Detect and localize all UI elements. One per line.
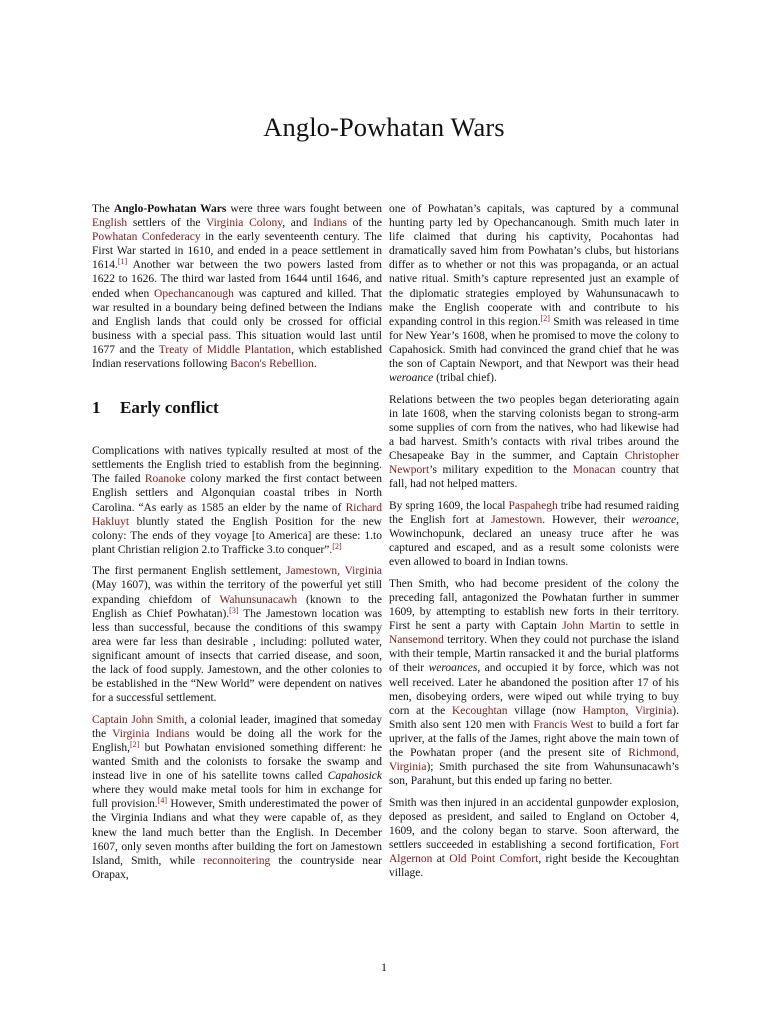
ref-4[interactable]: [4]	[157, 796, 168, 806]
page-title: Anglo-Powhatan Wars	[263, 112, 505, 142]
text: ’s military expedition to the	[429, 464, 573, 477]
link-fort-algernon[interactable]: Fort Algernon	[389, 839, 679, 866]
link-virginia-indians[interactable]: Virginia Indians	[112, 727, 190, 740]
link-roanoke[interactable]: Roanoke	[144, 473, 186, 486]
link-jamestown-virginia[interactable]: Jamestown, Virginia	[286, 565, 382, 578]
italic-weroance: weroance	[631, 513, 677, 526]
ref-2[interactable]: [2]	[332, 541, 342, 551]
text: Complications with natives typically resulted at most of the settlements the English tried to establish from the beginning. The failed	[92, 445, 382, 486]
link-reconnoitering[interactable]: reconnoitering	[203, 854, 271, 867]
link-virginia-colony[interactable]: Virginia Colony	[205, 217, 283, 230]
paragraph-jamestown	[92, 564, 382, 705]
text: , Wowinchopunk, declared an uneasy truce after he was captured and escaped, and as a result some colonists were even allowed to board in Indian towns.	[389, 513, 679, 569]
paragraph-spring-1609	[389, 499, 679, 569]
link-bacons-rebellion[interactable]: Bacon's Rebellion	[230, 358, 314, 371]
link-richard-hakluyt[interactable]: Richard Hakluyt	[92, 501, 382, 528]
link-monacan[interactable]: Monacan	[572, 464, 616, 477]
text: but Powhatan envisioned something different: he wanted Smith and the colonists to forsake the swamp and instead live in one of his satellite towns called	[92, 742, 382, 783]
link-nansemond[interactable]: Nansemond	[389, 634, 444, 647]
intro-paragraph	[92, 202, 382, 371]
text: one of Powhatan’s capitals, was captured by a communal hunting party led by Opechancanough. Smith much later in life claimed that during his captivity, Pocahontas had dramatically saved him from Powhatan’s clubs, but historians differ as to whether or not this was propaganda, or an actual native ritual. Smith’s capture represented just an example of the diplomatic strategies employed by Wahunsunacawh to make the English cooperate with and contribute to his expanding control in this region.	[389, 203, 679, 328]
text: , and	[282, 217, 314, 230]
section-heading	[92, 398, 382, 418]
italic-weroances: weroances	[428, 662, 478, 675]
text: where they would make metal tools for him in exchange for full provision.	[92, 784, 382, 811]
link-wahunsunacawh[interactable]: Wahunsunacawh	[219, 593, 298, 606]
text: to settle in	[620, 620, 679, 633]
page-number: 1	[381, 960, 387, 974]
link-john-martin[interactable]: John Martin	[562, 620, 621, 633]
link-old-point-comfort[interactable]: Old Point Comfort	[449, 853, 539, 866]
article-subject: Anglo-Powhatan Wars	[113, 203, 227, 215]
text: , right beside the Kecoughtan village.	[389, 853, 679, 880]
text: ). Smith also sent 120 men with	[389, 704, 679, 731]
text: Smith was then injured in an accidental gunpowder explosion, deposed as president, and sailed to England on October 4, 1609, and the colony began to starve. Soon afterward, the settlers succeeded in establishing a second fortification,	[389, 796, 679, 852]
text: Smith was released in time for New Year’s 1608, when he promised to move the colony to Capahosick. Smith had convinced the grand chief that he was the son of Captain Newport, and that Newport was their head	[389, 315, 679, 371]
link-francis-west[interactable]: Francis West	[533, 718, 594, 731]
text: bluntly stated the English Position for the new colony: The ends of they voyage [to America] are these: 1.to plant Christian religion 2.to Trafficke 3.to conquer”.	[92, 515, 382, 556]
text: country that fall, had not helped matters.	[389, 464, 680, 491]
link-treaty-of-middle-plantation[interactable]: Treaty of Middle Plantation	[158, 343, 292, 356]
paragraph-smith-injured	[389, 796, 679, 881]
text: .	[313, 358, 317, 371]
link-christopher-newport[interactable]: Christopher Newport	[389, 450, 679, 477]
link-hampton-virginia[interactable]: Hampton, Virginia	[582, 704, 673, 717]
text: to build a fort far upriver, at the falls of the James, right above the main town of the Powhatan proper (and the present site of	[389, 718, 680, 759]
paragraph-smith-president	[389, 577, 679, 788]
paragraph-complications	[92, 444, 382, 557]
text: settlers of the	[127, 217, 206, 230]
text: . However, their	[542, 513, 632, 526]
text: Relations between the two peoples began deteriorating again in late 1608, when the starving colonists began to strong-arm some supplies of corn from the natives, who had likewise had a bad harvest. Smith’s contacts with rival tribes around the Chesapeake Bay in the summer, and Captain	[389, 393, 679, 463]
text: in the early seventeenth century. The First War started in 1610, and ended in a peace settlement in 1614.	[92, 231, 383, 272]
text: The Jamestown location was less than successful, because the conditions of this swampy area were far less than desirable , including: polluted water, significant amount of insects that carried disease, and soon, the lack of food supply. Jamestown, and the other colonies to be established in the “New World” were dependent on natives for a successful settlement.	[92, 607, 382, 705]
text: village (now	[507, 704, 583, 717]
text: (tribal chief).	[433, 372, 497, 385]
link-jamestown[interactable]: Jamestown	[491, 513, 543, 526]
text: (May 1607), was within the territory of the powerful yet still expanding chiefdom of	[92, 579, 382, 606]
text: would be doing all the work for the English,	[92, 727, 383, 754]
link-kecoughtan[interactable]: Kecoughtan	[451, 704, 508, 717]
text: tribe had resumed raiding the English fort at	[389, 499, 679, 526]
paragraph-capture-continued	[389, 202, 679, 385]
paragraph-john-smith	[92, 713, 382, 882]
text: The	[92, 203, 114, 215]
paragraph-relations	[389, 393, 679, 492]
text: However, Smith underestimated the power of the Virginia Indians and what they were capable of, as they knew the land much better than the English. In December 1607, only seven months after building the fort on Jamestown Island, Smith, while	[92, 798, 382, 867]
link-paspahegh[interactable]: Paspahegh	[508, 499, 558, 512]
ref-2[interactable]: [2]	[540, 313, 550, 323]
text: at	[432, 853, 450, 866]
text: the countryside near Orapax,	[92, 854, 382, 881]
left-column	[92, 202, 382, 889]
section-number: 1	[92, 398, 101, 418]
link-opechancanough[interactable]: Opechancanough	[154, 287, 234, 300]
text: The first permanent English settlement,	[92, 565, 287, 578]
text: were three wars fought between	[226, 203, 382, 215]
text: of the	[346, 217, 382, 230]
text: colony marked the first contact between English settlers and Algonquian coastal tribes in North Carolina. “As early as 1585 an elder by the name of	[92, 473, 383, 514]
text: By spring 1609, the local	[389, 499, 509, 512]
text: , a colonial leader, imagined that someday the	[92, 713, 382, 740]
text: Another war between the two powers lasted from 1622 to 1626. The third war lasted from 1644 until 1646, and ended when	[92, 259, 382, 300]
right-column	[389, 202, 679, 888]
text: ); Smith purchased the site from Wahunsunacawh’s son, Parahunt, but this ended up faring no better.	[389, 761, 679, 788]
text: (known to the English as Chief Powhatan).	[92, 593, 382, 620]
link-captain-john-smith[interactable]: Captain John Smith	[92, 713, 185, 726]
text: , and occupied it by force, which was not well received. Later he abandoned the position after 17 of his men, disobeying orders, were wiped out while trying to buy corn at the	[389, 662, 679, 717]
italic-weroance: weroance	[389, 372, 434, 385]
link-richmond-virginia[interactable]: Richmond, Virginia	[389, 746, 679, 774]
text: territory. When they could not purchase the island with their temple, Martin ransacked it and the burial platforms of their	[389, 634, 679, 675]
ref-3[interactable]: [3]	[229, 605, 239, 615]
ref-1[interactable]: [1]	[117, 257, 128, 267]
link-indians[interactable]: Indians	[313, 217, 347, 230]
text: was captured and killed. That war resulted in a boundary being defined between the Indians and English lands that could only be crossed for official business with a special pass. This situation would last until 1677 and the	[92, 287, 382, 356]
ref-2[interactable]: [2]	[130, 740, 140, 749]
text: , which established Indian reservations following	[92, 343, 382, 371]
link-powhatan-confederacy[interactable]: Powhatan Confederacy	[92, 231, 201, 244]
italic-capahosick: Capahosick	[327, 770, 382, 783]
section-title: Early conflict	[120, 398, 219, 418]
link-english[interactable]: English	[92, 217, 128, 230]
text: Then Smith, who had become president of the colony the preceding fall, antagonized the Powhatan further in summer 1609, by attempting to establish new forts in their territory. First he sent a party with Captain	[389, 577, 679, 633]
